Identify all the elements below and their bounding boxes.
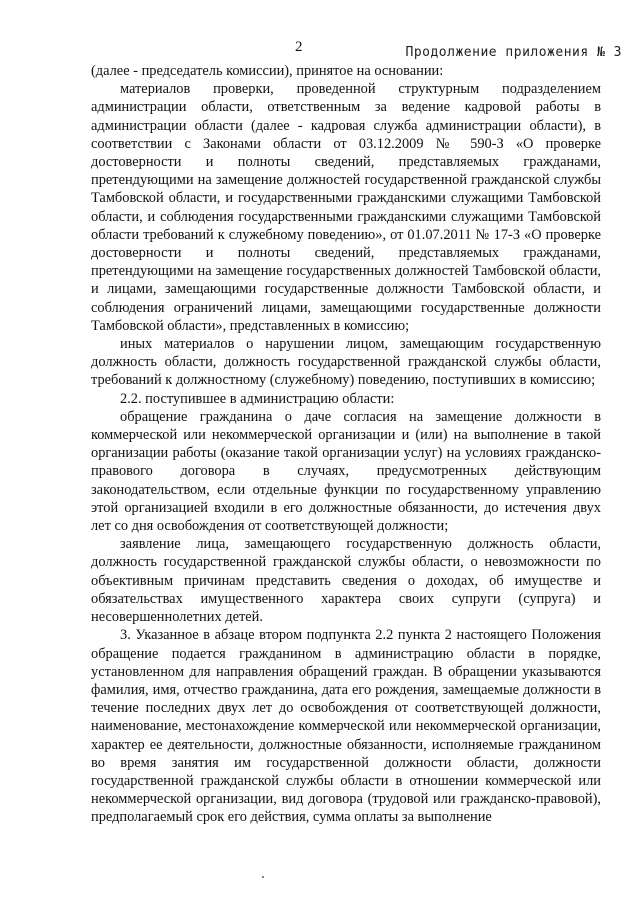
paragraph-inspection-materials: материалов проверки, проведенной структурным подразделением администрации области, ответственным за ведение кадровой работы в администрации области (далее - кадровая служба администрации области), в соответствии с Законами области от 03.12.2009 № 590-З «О проверке достоверности и полноты сведений, представляемых гражданами, претендующими на замещение должностей государственной гражданской службы Тамбовской области, и государственными гражданскими служащими Тамбовской области, и соблюдения государственными гражданскими служащими Тамбовской области требований к служебному поведению», от 01.07.2011 № 17-З «О проверке достоверности и полноты сведений, представляемых гражданами, претендующими на замещение государственных должностей Тамбовской области, и лицами, замещающими государственные должности Тамбовской области, и соблюдения ограничений лицами, замещающими государственные должности Тамбовской области», представленных в комиссию; bbox=[91, 81, 601, 334]
continuation-header: Продолжение приложения № 3 bbox=[405, 45, 622, 60]
document-body bbox=[91, 62, 601, 827]
paragraph-intro: (далее - председатель комиссии), принятое на основании: bbox=[91, 63, 444, 79]
paragraph-statement: заявление лица, замещающего государственную должность области, должность государственной гражданской службы области, о невозможности по объективным причинам представить сведения о доходах, об имуществе и обязательствах имущественного характера своих супруги (супруга) и несовершеннолетних детей. bbox=[91, 536, 601, 626]
paragraph-item-3: 3. Указанное в абзаце втором подпункта 2.2 пункта 2 настоящего Положения обращение подается гражданином в администрацию области в порядке, установленном для направления обращений граждан. В обращении указываются фамилия, имя, отчество гражданина, дата его рождения, замещаемые должности в течение последних двух лет до освобождения от соответствующей должности, наименование, местонахождение коммерческой или некоммерческой организации, характер ее деятельности, должностные обязанности, исполняемые гражданином во время занятия им государственной должности области, должности государственной гражданской службы области в отношении коммерческой или некоммерческой организации, вид договора (трудовой или гражданско-правовой), предполагаемый срок его действия, сумма оплаты за выполнение bbox=[91, 627, 601, 826]
page-number: 2 bbox=[295, 39, 303, 55]
paragraph-item-2-2: 2.2. поступившее в администрацию области: bbox=[120, 390, 395, 407]
paragraph-citizen-appeal: обращение гражданина о даче согласия на замещение должности в коммерческой или некоммерческой организации и (или) на выполнение в такой организации работы (оказание такой организации услуг) на условиях гражданско-правового договора в случаях, предусмотренных действующим законодательством, если отдельные функции по государственному управлению этой организацией входили в его должностные обязанности, до истечения двух лет со дня освобождения от соответствующей должности; bbox=[91, 408, 601, 535]
paragraph-other-materials: иных материалов о нарушении лицом, замещающим государственную должность области, должность государственной гражданской службы области, требований к должностному (служебному) поведению, поступивших в комиссию; bbox=[91, 336, 601, 389]
scan-speck bbox=[262, 876, 264, 878]
